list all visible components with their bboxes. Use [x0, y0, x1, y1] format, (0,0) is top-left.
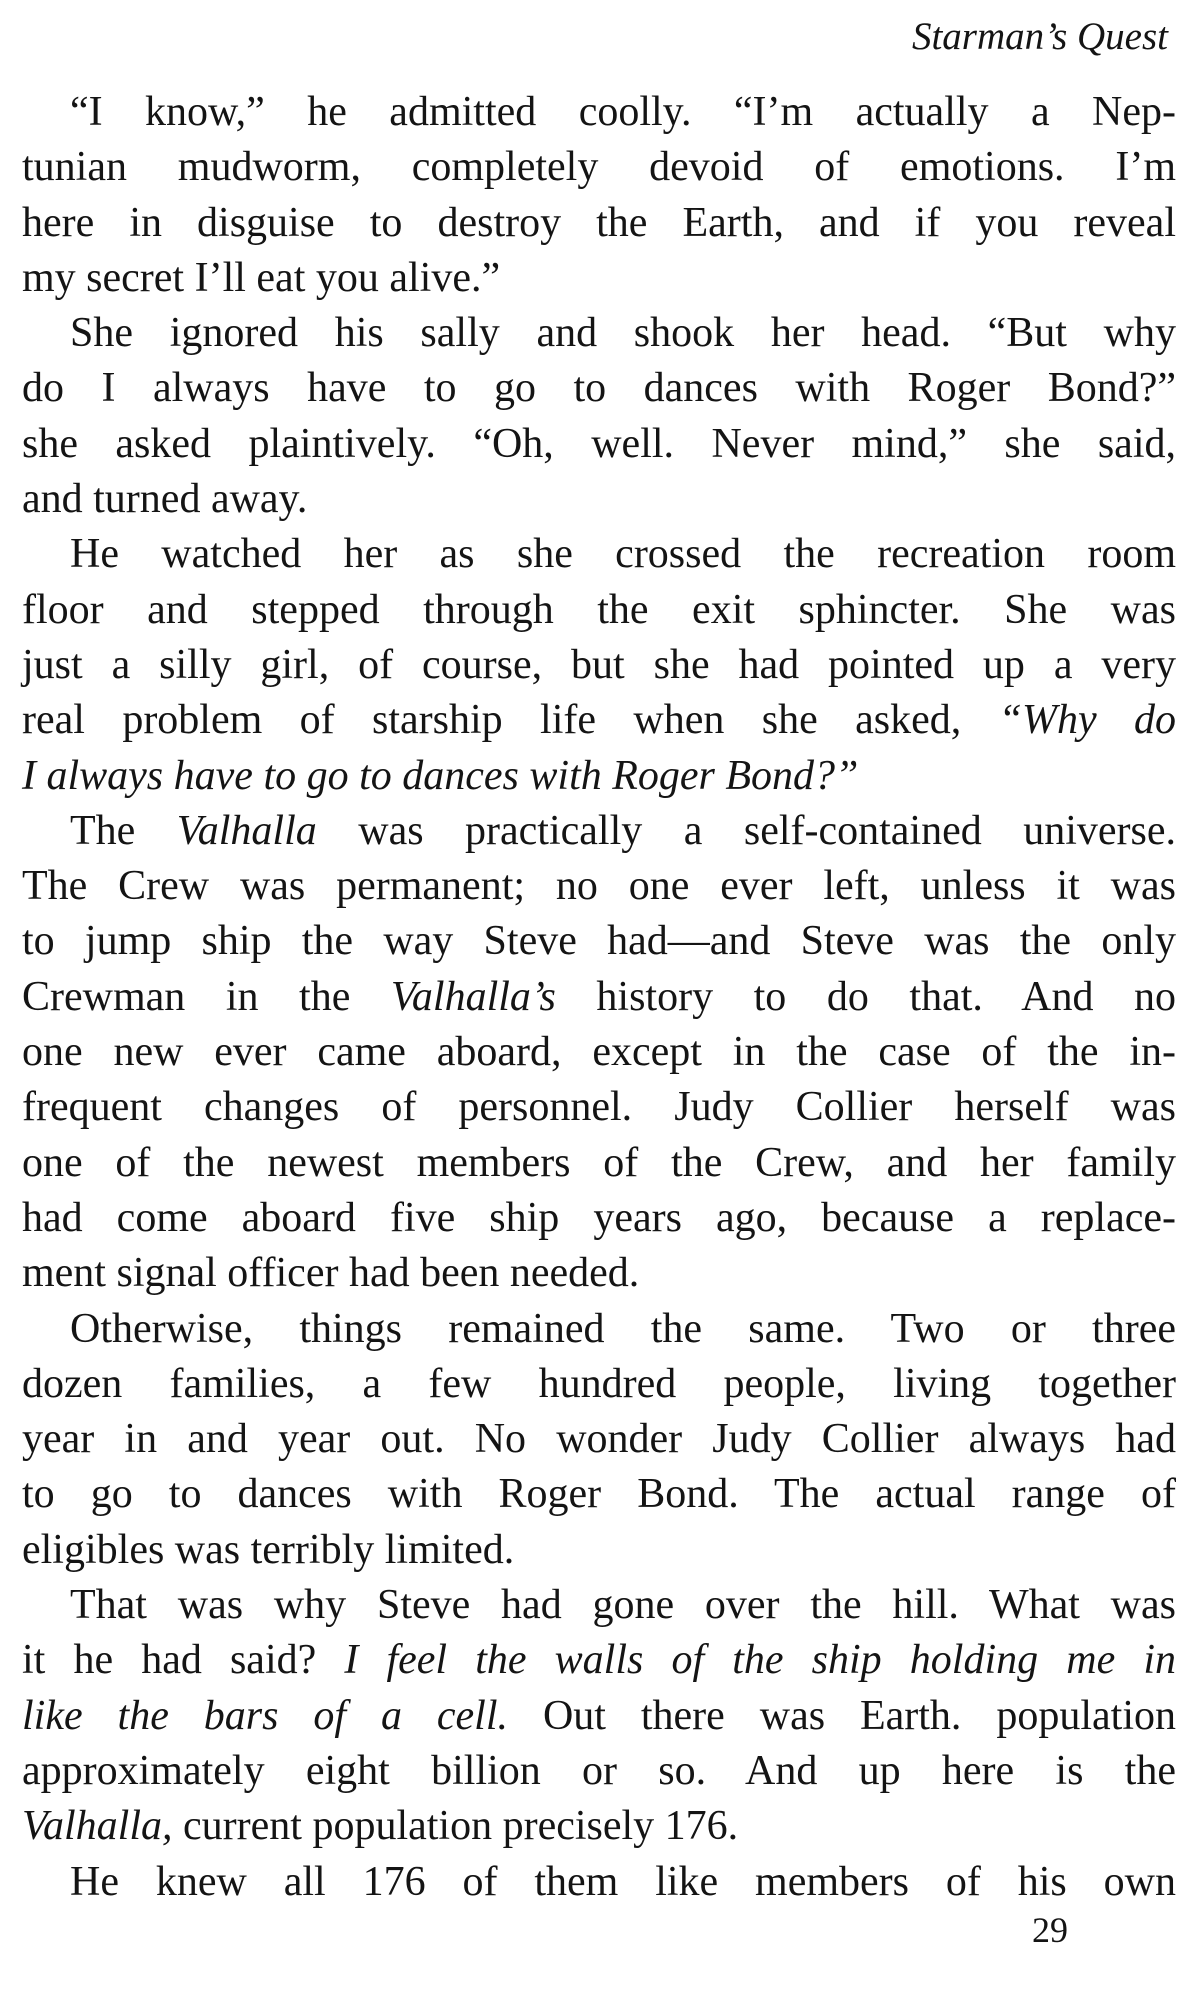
text-segment: “I know,” he admitted coolly. “I’m actually a Nep- [70, 89, 1176, 135]
text-segment: frequent changes of personnel. Judy Collier herself was [22, 1084, 1176, 1131]
text-segment: was practically a self-contained universe. [316, 807, 1176, 854]
text-segment: year in and year out. No wonder Judy Collier always had [22, 1416, 1176, 1463]
body-text [22, 85, 1176, 1910]
text-segment: Crewman in the [22, 973, 391, 1020]
text-line [22, 1136, 1176, 1191]
text-segment: to jump ship the way Steve had—and Steve was the only [22, 918, 1176, 965]
text-segment: approximately eight billion or so. And up here is the [22, 1747, 1176, 1794]
text-segment: history to do that. And no [555, 973, 1176, 1020]
italic-text: like the bars of a cell. [22, 1692, 509, 1739]
text-segment: my secret I’ll eat you alive.” [22, 254, 501, 301]
text-line [22, 1191, 1176, 1246]
text-line [22, 1467, 1176, 1522]
text-line [22, 1523, 1176, 1578]
text-line [22, 1246, 1176, 1301]
text-segment: current population precisely 176. [172, 1803, 739, 1850]
text-segment: She ignored his sally and shook her head. “But why [70, 310, 1176, 357]
text-line [22, 1412, 1176, 1467]
text-segment: just a silly girl, of course, but she had pointed up a very [22, 641, 1176, 688]
text-segment: she asked plaintively. “Oh, well. Never mind,” she said, [22, 420, 1176, 467]
text-line [22, 361, 1176, 416]
text-segment: one new ever came aboard, except in the case of the in- [22, 1029, 1176, 1076]
text-segment: Otherwise, things remained the same. Two or three [70, 1305, 1176, 1352]
text-line [22, 417, 1176, 472]
text-segment: Out there was Earth. population [508, 1692, 1176, 1739]
text-line [22, 1855, 1176, 1910]
text-line [22, 1302, 1176, 1357]
text-segment: to go to dances with Roger Bond. The actual range of [22, 1471, 1176, 1518]
text-line [22, 638, 1176, 693]
text-segment: it he had said? [22, 1637, 345, 1684]
text-segment: That was why Steve had gone over the hill. What was [70, 1582, 1176, 1629]
text-segment: dozen families, a few hundred people, living together [22, 1360, 1176, 1407]
text-line [22, 1357, 1176, 1412]
text-line [22, 1744, 1176, 1799]
text-line [22, 85, 1176, 140]
text-line [22, 251, 1176, 306]
text-line [22, 749, 1176, 804]
text-line [22, 859, 1176, 914]
text-line [22, 196, 1176, 251]
text-segment: real problem of starship life when she asked, [22, 697, 999, 744]
text-line [22, 1633, 1176, 1688]
text-line [22, 914, 1176, 969]
text-line [22, 472, 1176, 527]
text-segment: here in disguise to destroy the Earth, and if you reveal [22, 199, 1176, 246]
text-segment: do I always have to go to dances with Roger Bond?” [22, 365, 1176, 412]
text-segment: He watched her as she crossed the recreation room [70, 531, 1176, 578]
italic-text: Valhalla’s [390, 973, 556, 1020]
italic-text: “Why do [998, 697, 1176, 744]
italic-text: I feel the walls of the ship holding me in [344, 1637, 1176, 1684]
text-segment: The [70, 807, 177, 854]
running-head: Starman’s Quest [911, 15, 1168, 58]
text-segment: and turned away. [22, 476, 308, 523]
text-line [22, 1578, 1176, 1633]
italic-text: Valhalla, [22, 1803, 173, 1850]
text-line [22, 804, 1176, 859]
text-segment: tunian mudworm, completely devoid of emotions. I’m [22, 144, 1176, 191]
text-segment: He knew all 176 of them like members of his own [70, 1858, 1176, 1905]
text-line [22, 140, 1176, 195]
text-segment: had come aboard five ship years ago, because a replace- [22, 1194, 1176, 1241]
italic-text: I always have to go to dances with Roger Bond?” [22, 752, 859, 799]
text-line [22, 1025, 1176, 1080]
italic-text: Valhalla [176, 807, 317, 854]
text-segment: eligibles was terribly limited. [22, 1526, 515, 1573]
text-segment: floor and stepped through the exit sphincter. She was [22, 586, 1176, 633]
text-line [22, 970, 1176, 1025]
text-line [22, 1799, 1176, 1854]
text-line [22, 1080, 1176, 1135]
text-line [22, 527, 1176, 582]
page-number: 29 [1032, 1910, 1068, 1950]
text-line [22, 306, 1176, 361]
text-line [22, 583, 1176, 638]
text-segment: The Crew was permanent; no one ever left, unless it was [22, 863, 1176, 910]
text-segment: ment signal officer had been needed. [22, 1250, 640, 1297]
text-segment: one of the newest members of the Crew, and her family [22, 1139, 1176, 1186]
text-line [22, 693, 1176, 748]
text-line [22, 1689, 1176, 1744]
